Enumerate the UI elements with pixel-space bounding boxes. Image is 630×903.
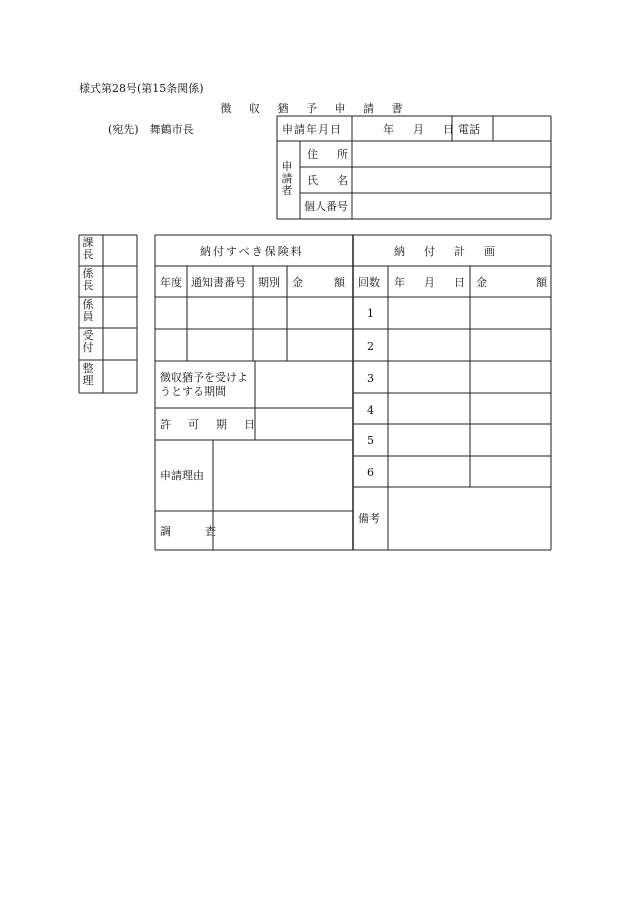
form-id: 様式第28号(第15条関係) (79, 82, 204, 95)
row-number: 6 (367, 466, 374, 479)
col-plan-amount: 金 額 (476, 276, 551, 289)
col-year: 年度 (160, 276, 182, 289)
approval-section-chief: 課長 (82, 236, 94, 261)
applicant-label: 申請者 (281, 160, 293, 197)
personal-number-label: 個人番号 (304, 200, 348, 213)
premium-header: 納付すべき保険料 (200, 245, 304, 258)
col-date: 年 月 日 (394, 276, 469, 289)
col-period: 期別 (258, 276, 280, 289)
address-label: 住 所 (307, 148, 352, 161)
col-amount: 金 額 (292, 276, 348, 289)
addressee: (宛先) 舞鶴市長 (108, 123, 194, 136)
approval-filing: 整理 (82, 362, 94, 387)
investigation-label: 調 査 (160, 525, 220, 538)
deferral-period-label: 徴収猶予を受けようとする期間 (160, 371, 248, 398)
document-title: 徴 収 猶 予 申 請 書 (220, 102, 410, 115)
permit-date-label: 許 可 期 日 (160, 418, 258, 431)
remarks-label: 備考 (358, 512, 380, 525)
date-label: 申請年月日 (282, 123, 342, 136)
col-count: 回数 (358, 276, 380, 289)
row-number: 4 (367, 404, 374, 417)
approval-staff: 係員 (82, 298, 94, 323)
phone-label: 電話 (458, 123, 480, 136)
row-number: 3 (367, 372, 374, 385)
approval-reception: 受付 (82, 329, 94, 354)
date-value: 年 月 日 (383, 123, 458, 136)
row-number: 5 (367, 434, 374, 447)
reason-label: 申請理由 (160, 469, 204, 482)
col-notice-no: 通知書番号 (191, 276, 246, 289)
name-label: 氏 名 (307, 174, 352, 187)
row-number: 2 (367, 340, 374, 353)
row-number: 1 (367, 307, 374, 320)
plan-header: 納 付 計 画 (394, 245, 499, 258)
approval-subsection-chief: 係長 (82, 267, 94, 292)
